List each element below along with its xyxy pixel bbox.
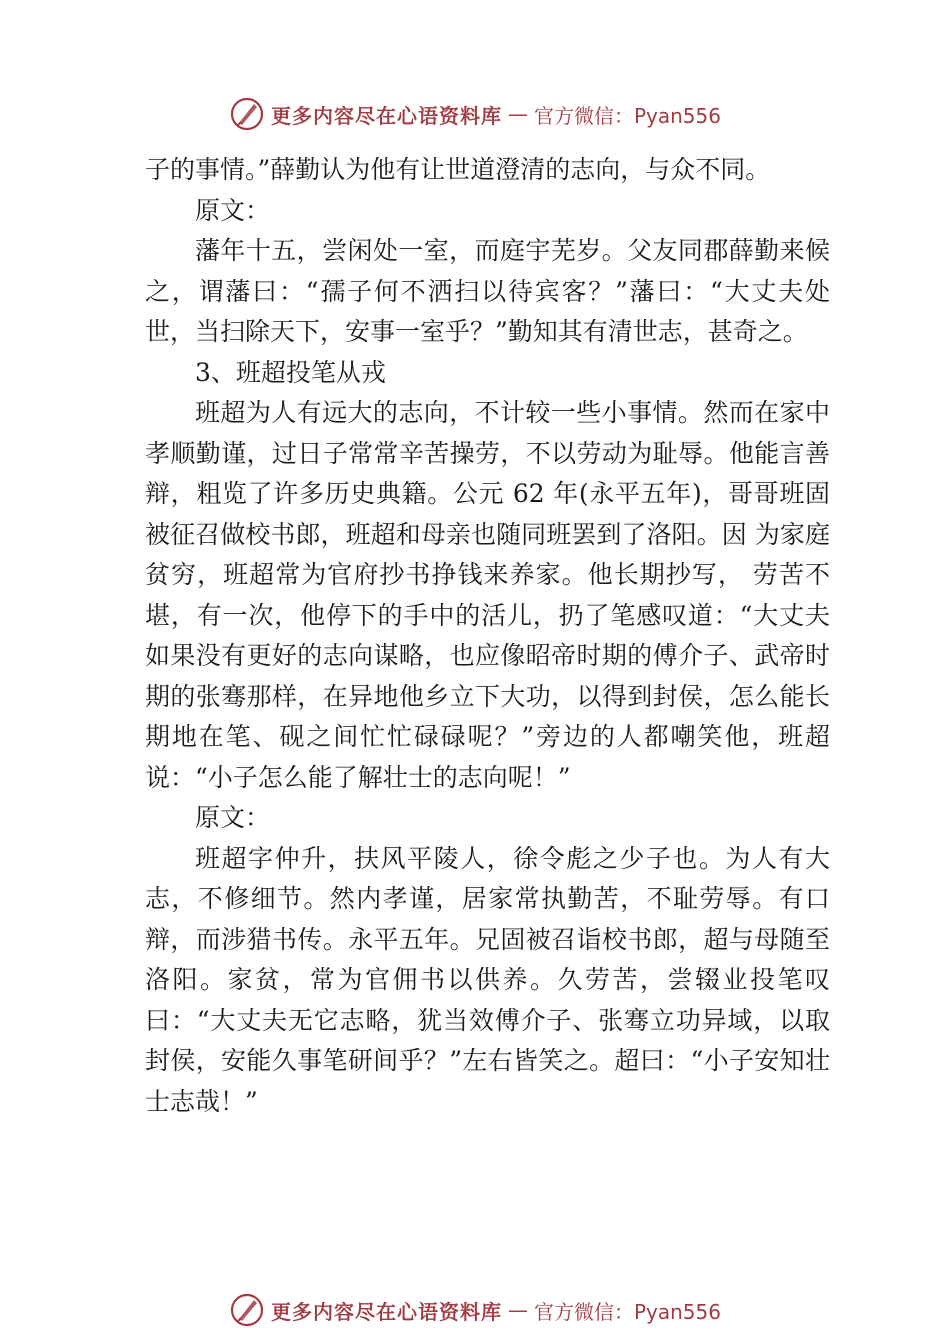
- footer-banner: [0, 1290, 950, 1330]
- banner-text: 更多内容尽在心语资料库: [270, 1299, 502, 1324]
- paragraph-original-chenfan: 藩年十五，尝闲处一室，而庭宇芜岁。父友同郡薛勤来候之，谓藩曰：“孺子何不洒扫以待宾客？”藩曰：“大丈夫处世，当扫除天下，安事一室乎？”勤知其有清世志，甚奇之。: [145, 236, 830, 346]
- original-text-label: 原文：: [195, 195, 271, 225]
- banner-wechat: 官方微信：Pyan556: [533, 103, 721, 128]
- header-banner: [0, 94, 950, 134]
- banner-dash: —: [507, 1298, 528, 1322]
- section-heading: 3、班超投笔从戎: [195, 357, 386, 387]
- banner-wechat: 官方微信：Pyan556: [533, 1299, 721, 1324]
- document-body: [145, 150, 830, 1122]
- banner-text: 更多内容尽在心语资料库: [270, 103, 502, 128]
- banner-dash: —: [507, 102, 528, 126]
- original-text-label: 原文：: [195, 803, 271, 832]
- paragraph-continuation: 子的事情。”薛勤认为他有让世道澄清的志向，与众不同。: [145, 155, 771, 184]
- quill-logo-icon: [229, 96, 265, 132]
- paragraph-banchao-translation: 班超为人有远大的志向，不计较一些小事情。然而在家中孝顺勤谨，过日子常常辛苦操劳，不以劳动为耻辱。他能言善辩，粗览了许多历史典籍。公元 62 年(永平五年)，哥哥班固被征召做校书郎，班超和母亲也随同班罢到了洛阳。因 为家庭贫穷，班超常为官府抄书挣钱来养家。他长期抄写， 劳苦不堪，有一次，他停下的手中的活儿，扔了笔感叹道：“大丈夫如果没有更好的志向谋略，也应像昭帝时期的傅介子、武帝时期的张骞那样，在异地他乡立下大功，以得到封侯，怎么能长期地在笔、砚之间忙忙碌碌呢？”旁边的人都嘲笑他，班超说：“小子怎么能了解壮士的志向呢！”: [145, 398, 830, 792]
- quill-logo-icon: [229, 1292, 265, 1328]
- paragraph-banchao-original: 班超字仲升，扶风平陵人，徐令彪之少子也。为人有大志，不修细节。然内孝谨，居家常执勤苦，不耻劳辱。有口辩，而涉猎书传。永平五年。兄固被召诣校书郎，超与母随至洛阳。家贫，常为官佣书以供养。久劳苦，尝辍业投笔叹曰：“大丈夫无它志略，犹当效傅介子、张骞立功异域，以取封侯，安能久事笔研间乎？”左右皆笑之。超曰：“小子安知壮士志哉！”: [145, 843, 830, 1116]
